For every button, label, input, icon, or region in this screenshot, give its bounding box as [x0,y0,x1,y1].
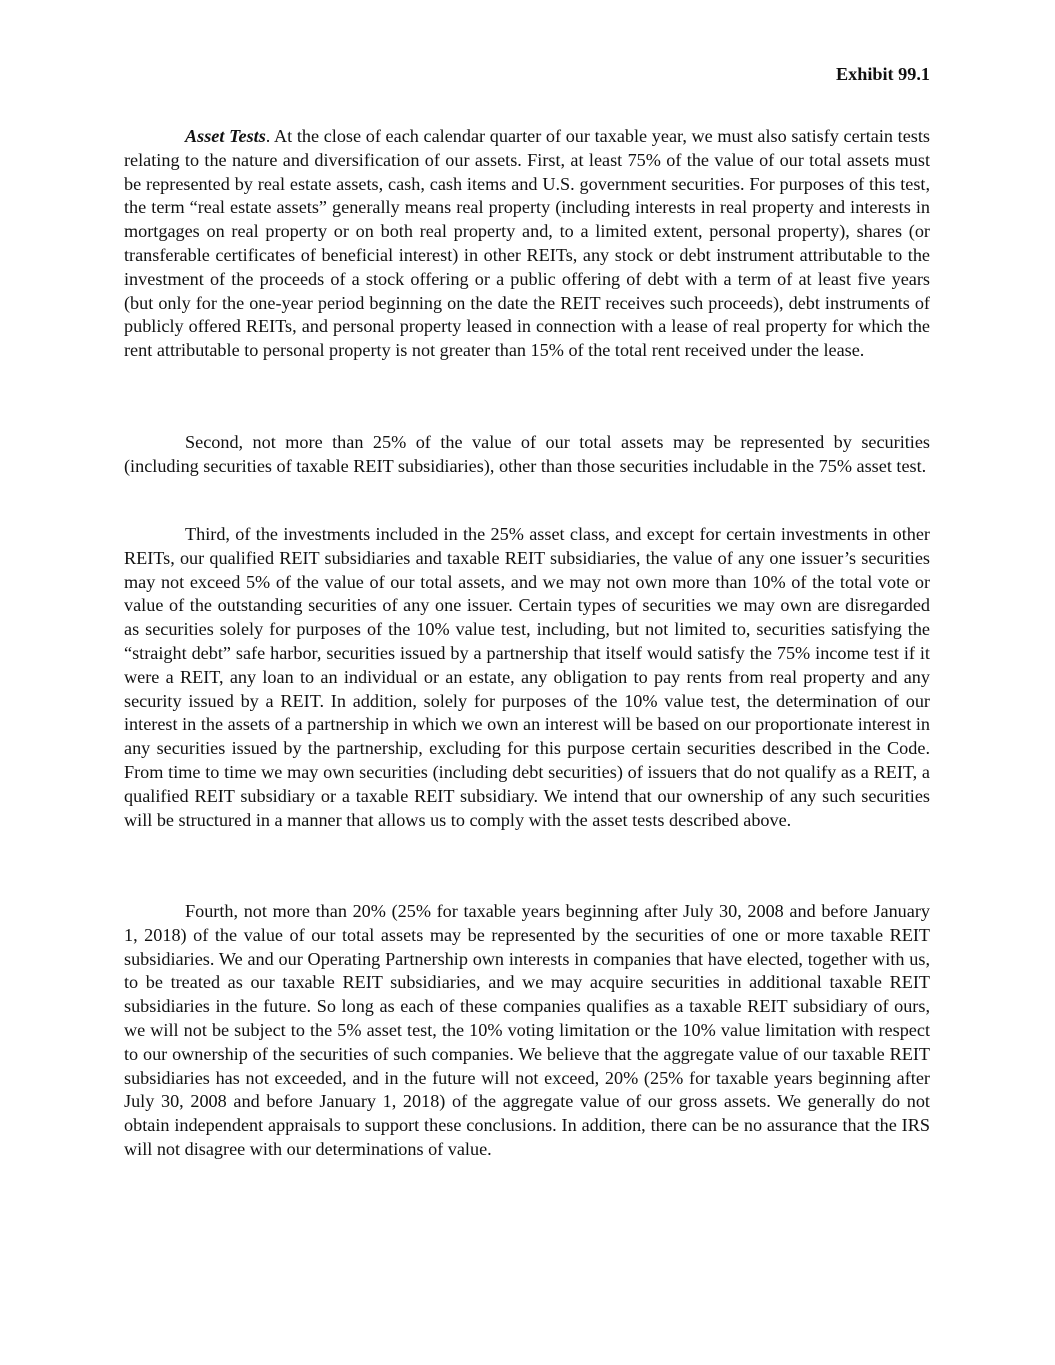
paragraph-fourth-test: Fourth, not more than 20% (25% for taxable years beginning after July 30, 2008 and before January 1, 2018) of the value of our total assets may be represented by the securities of one or more taxable REIT subsidiaries. We and our Operating Partnership own interests in companies that have elected, together with us, to be treated as our taxable REIT subsidiaries, and we may acquire securities in additional taxable REIT subsidiaries in the future. So long as each of these companies qualifies as a taxable REIT subsidiary of ours, we will not be subject to the 5% asset test, the 10% voting limitation or the 10% value limitation with respect to our ownership of the securities of such companies. We believe that the aggregate value of our taxable REIT subsidiaries has not exceeded, and in the future will not exceed, 20% (25% for taxable years beginning after July 30, 2008 and before January 1, 2018) of the aggregate value of our gross assets. We generally do not obtain independent appraisals to support these conclusions. In addition, there can be no assurance that the IRS will not disagree with our determinations of value. [124,901,930,1159]
paragraph-third-test: Third, of the investments included in the 25% asset class, and except for certain investments in other REITs, our qualified REIT subsidiaries and taxable REIT subsidiaries, the value of any one issuer’s securities may not exceed 5% of the value of our total assets, and we may not own more than 10% of the total vote or value of the outstanding securities of any one issuer. Certain types of securities we may own are disregarded as securities solely for purposes of the 10% value test, including, but not limited to, securities satisfying the “straight debt” safe harbor, securities issued by a partnership that itself would satisfy the 75% income test if it were a REIT, any loan to an individual or an estate, any obligation to pay rents from real property and any security issued by a REIT. In addition, solely for purposes of the 10% value test, the determination of our interest in the assets of a partnership in which we own an interest will be based on our proportionate interest in any securities issued by the partnership, excluding for this purpose certain securities described in the Code. From time to time we may own securities (including debt securities) of issuers that do not qualify as a REIT, a qualified REIT subsidiary or a taxable REIT subsidiary. We intend that our ownership of any such securities will be structured in a manner that allows us to comply with the asset tests described above. [124,524,930,830]
paragraph-second-test: Second, not more than 25% of the value of our total assets may be represented by securities (including securities of taxable REIT subsidiaries), other than those securities includable in the 75% asset test. [124,432,930,476]
paragraph-asset-tests [124,125,930,363]
asset-tests-heading: Asset Tests [185,126,266,146]
asset-tests-text: . At the close of each calendar quarter of our taxable year, we must also satisfy certain tests relating to the nature and diversification of our assets. First, at least 75% of the value of our total assets must be represented by real estate assets, cash, cash items and U.S. government securities. For purposes of this test, the term “real estate assets” generally means real property (including interests in real property and interests in mortgages on real property or on both real property and, to a limited extent, personal property), shares (or transferable certificates of beneficial interest) in other REITs, any stock or debt instrument attributable to the investment of the proceeds of a stock offering or a public offering of debt with a term of at least five years (but only for the one-year period beginning on the date the REIT receives such proceeds), debt instruments of publicly offered REITs, and personal property leased in connection with a lease of real property for which the rent attributable to personal property is not greater than 15% of the total rent received under the lease. [124,126,930,361]
exhibit-label: Exhibit 99.1 [836,64,930,84]
